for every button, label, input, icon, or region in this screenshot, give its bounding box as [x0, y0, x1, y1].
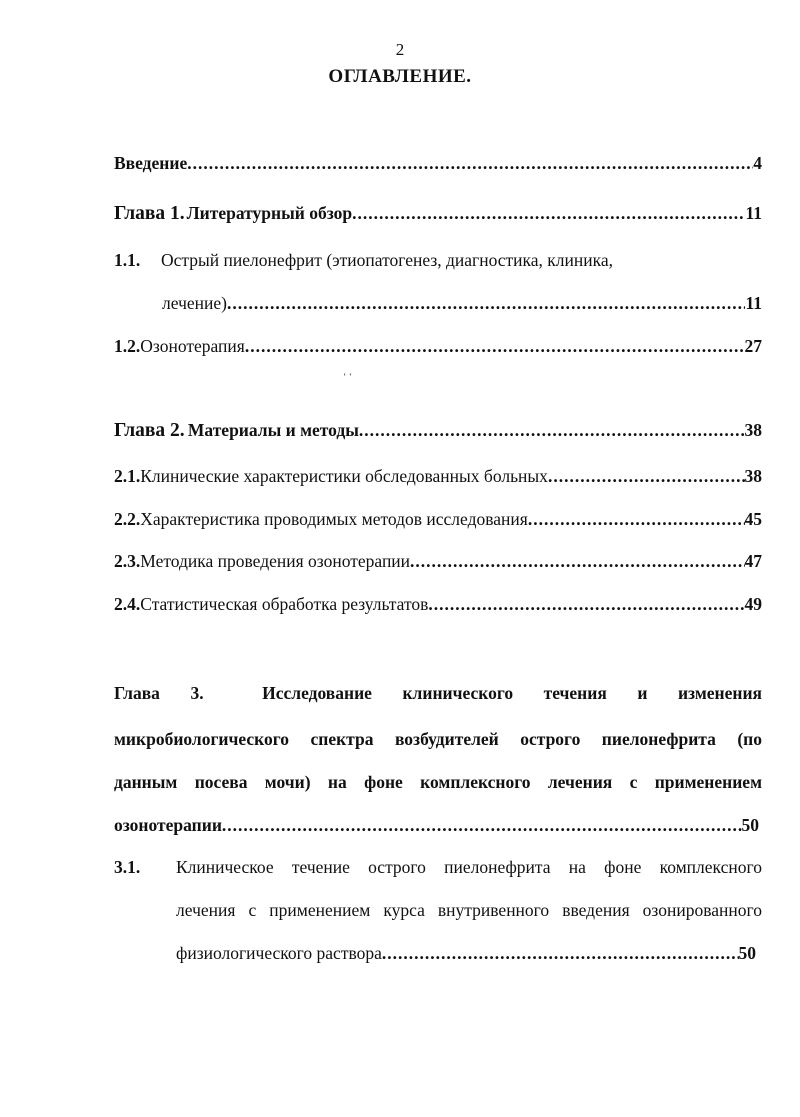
toc-label: Статистическая обработка результатов: [140, 594, 429, 614]
toc-label: Клиническое течение острого пиелонефрита на фоне комплексного: [176, 857, 762, 877]
page-number: 2: [395, 40, 405, 59]
toc-entry-3-1-last[interactable]: [176, 943, 756, 964]
scan-speck: ‘ ‘: [343, 372, 353, 383]
toc-entry-1-1-cont[interactable]: [162, 293, 762, 314]
toc-entry-3-1[interactable]: [176, 857, 762, 878]
toc-entry-intro[interactable]: [114, 153, 762, 174]
toc-page: 38: [744, 420, 762, 440]
chapter-label: Глава 1.: [114, 203, 185, 224]
section-number: 3.1.: [114, 857, 141, 877]
toc-label: микробиологического спектра возбудителей острого пиелонефрита (по: [114, 729, 762, 749]
toc-label: лечения с применением курса внутривенного введения озонированного: [176, 900, 762, 920]
section-number: 2.4.: [114, 594, 141, 614]
toc-entry-chapter-3-last[interactable]: [114, 815, 759, 836]
toc-label: Материалы и методы: [187, 420, 359, 440]
section-number: 2.3.: [114, 551, 141, 571]
toc-entry-chapter-1[interactable]: [114, 203, 762, 225]
toc-entry-2-3[interactable]: [114, 551, 762, 572]
toc-label: Литературный обзор: [186, 203, 353, 223]
toc-label: Исследование клинического течения и изменения: [262, 683, 762, 703]
section-number: 2.2.: [114, 509, 141, 529]
section-number: 1.1.: [114, 250, 141, 270]
toc-entry-2-4[interactable]: [114, 594, 762, 615]
page-title: ОГЛАВЛЕНИЕ.: [328, 66, 472, 87]
dot-leader: [382, 943, 739, 964]
toc-label: данным посева мочи) на фоне комплексного лечения с применением: [114, 772, 762, 792]
toc-entry-1-1[interactable]: [114, 250, 762, 271]
toc-label: физиологического раствора: [176, 943, 382, 963]
toc-label: лечение): [162, 293, 227, 313]
toc-label: Характеристика проводимых методов исследования: [140, 509, 528, 529]
toc-entry-1-2[interactable]: [114, 336, 762, 357]
toc-page: 47: [744, 551, 762, 571]
chapter-label: Глава 3.: [114, 683, 204, 703]
section-number: 2.1.: [114, 466, 141, 486]
dot-leader: [548, 466, 745, 487]
toc-label: Методика проведения озонотерапии: [140, 551, 411, 571]
toc-label: озонотерапии: [114, 815, 222, 835]
toc-label: Острый пиелонефрит (этиопатогенез, диагностика, клиника,: [161, 250, 614, 270]
toc-page: 38: [744, 466, 762, 486]
dot-leader: [222, 815, 742, 836]
toc-label: Озонотерапия: [140, 336, 245, 356]
toc-page: 49: [744, 594, 762, 614]
dot-leader: [428, 594, 744, 615]
dot-leader: [187, 153, 753, 174]
toc-entry-2-1[interactable]: [114, 466, 762, 487]
dot-leader: [359, 420, 745, 441]
toc-entry-chapter-3[interactable]: [114, 683, 762, 704]
dot-leader: [352, 203, 745, 224]
toc-label: Введение: [114, 153, 188, 173]
toc-page: 11: [745, 293, 762, 313]
toc-page: 50: [738, 943, 756, 963]
toc-label: Клинические характеристики обследованных больных: [140, 466, 548, 486]
toc-entry-2-2[interactable]: [114, 509, 762, 530]
section-number: 1.2.: [114, 336, 141, 356]
toc-entry-chapter-3-cont: [114, 729, 762, 750]
toc-page: 50: [741, 815, 759, 835]
toc-page: 27: [744, 336, 762, 356]
toc-page: 4: [753, 153, 762, 173]
toc-entry-chapter-3-cont: [114, 772, 762, 793]
toc-page: 11: [745, 203, 762, 223]
dot-leader: [245, 336, 745, 357]
dot-leader: [410, 551, 744, 572]
chapter-label: Глава 2.: [114, 420, 185, 441]
dot-leader: [227, 293, 745, 314]
dot-leader: [528, 509, 745, 530]
toc-page: 45: [744, 509, 762, 529]
toc-entry-3-1-cont: [176, 900, 762, 921]
toc-entry-chapter-2[interactable]: [114, 420, 762, 442]
